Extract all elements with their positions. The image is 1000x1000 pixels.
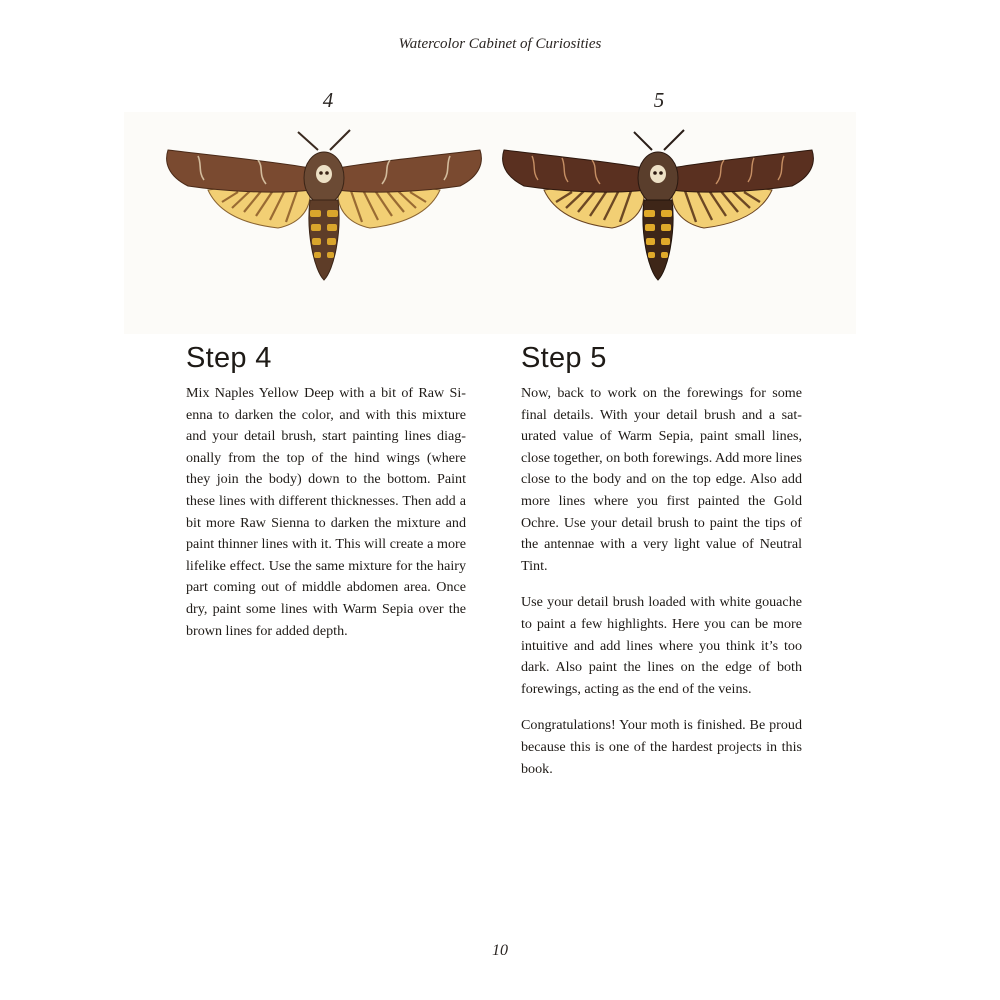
forewing-left (167, 150, 312, 192)
forewing-right (336, 150, 481, 192)
step-4-heading: Step 4 (186, 342, 272, 374)
moth-antennae (634, 130, 684, 150)
skull-marking (650, 165, 666, 183)
step-4-paragraph-1: Mix Naples Yellow Deep with a bit of Raw Sienna to darken the color, and with this mixture and your detail brush, start painting lines diagonally from the top of the hind wings (where they join the body) down to the bottom. Paint these lines with different thicknesses. Then add a bit more Raw Sienna to darken the mixture and paint thinner lines with it. This will create a more lifelike effect. Use the same mixture for the hairy part coming out of middle abdomen area. Once dry, paint some lines with Warm Sepia over the brown lines for added depth. (186, 385, 466, 639)
step-5-column (521, 342, 802, 795)
step-5-paragraph-1: Now, back to work on the forewings for some final details. With your detail brush and a saturated value of Warm Sepia, paint small lines, close together, on both forewings. Add more lines close to the body and on the top edge. Also add more lines where you first painted the Gold Ochre. Use your detail brush to paint the tips of the antennae with a very light value of Neutral Tint. (521, 385, 802, 574)
page-number: 10 (492, 942, 508, 959)
figure-number-5: 5 (653, 88, 665, 112)
moth-illustration-step-4 (158, 112, 490, 292)
step-5-heading: Step 5 (521, 342, 607, 374)
step-5-paragraph-2: Use your detail brush loaded with white gouache to paint a few highlights. Here you can be more intuitive and add lines where you think it’s too dark. Also paint the lines on the edge of both forewings, acting as the end of the veins. (521, 594, 802, 697)
step-5-paragraph-3: Congratulations! Your moth is finished. Be proud because this is one of the hardest projects in this book. (521, 717, 802, 777)
forewing-left (503, 150, 646, 192)
moth-illustration-step-5 (496, 112, 820, 292)
skull-marking (316, 165, 332, 183)
step-4-column (186, 342, 466, 657)
moth-antennae (298, 130, 350, 150)
figure-number-4: 4 (322, 88, 334, 112)
forewing-right (670, 150, 813, 192)
running-header: Watercolor Cabinet of Curiosities (398, 36, 602, 52)
